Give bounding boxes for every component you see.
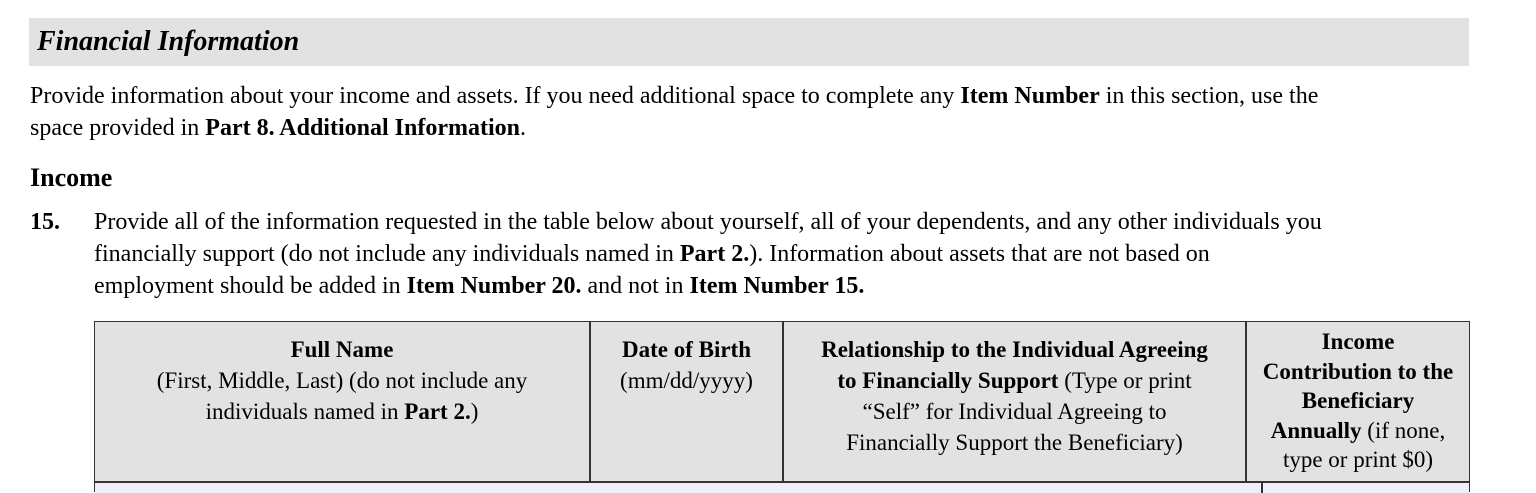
column-title-text: (if none, (1361, 417, 1446, 443)
column-title-line-4 (1247, 416, 1469, 446)
item-15-bold-part: Part 2. (679, 241, 750, 267)
column-title-bold: Annually (1270, 417, 1362, 443)
column-header-date-of-birth (591, 322, 782, 483)
item-15-text: employment should be added in (94, 273, 407, 299)
column-subtitle (95, 396, 589, 427)
item-15-line-1: Provide all of the information requested in the table below about yourself, all of your dependents, and any other individuals you (94, 209, 1322, 235)
column-subtitle: “Self” for Individual Agreeing to (862, 399, 1167, 424)
column-title: Beneficiary (1301, 388, 1415, 413)
income-heading: Income (30, 163, 113, 192)
column-subtitle: (mm/dd/yyyy) (620, 368, 753, 393)
intro-paragraph (30, 80, 1480, 144)
column-subtitle: (First, Middle, Last) (do not include any (156, 368, 528, 393)
intro-text: space provided in (30, 115, 206, 141)
column-title-line-2 (784, 365, 1245, 396)
column-subtitle: type or print $0) (1282, 447, 1434, 472)
column-header-income-contribution (1247, 322, 1469, 483)
item-15-text: ). Information about assets that are not based on (749, 241, 1210, 267)
item-15-bold-item-20: Item Number 20. (406, 273, 582, 299)
section-header (29, 18, 1469, 66)
intro-line-1 (30, 80, 1480, 112)
item-15-text: and not in (581, 273, 690, 299)
column-header-relationship (784, 322, 1245, 483)
column-title-bold: to Financially Support (837, 368, 1059, 393)
column-title: Date of Birth (621, 337, 752, 362)
intro-line-2 (30, 112, 1480, 144)
column-subtitle: Financially Support the Beneficiary) (846, 430, 1183, 455)
column-title: Full Name (290, 337, 394, 362)
column-subtitle-bold: Part 2. (404, 399, 471, 424)
income-table (94, 321, 1470, 492)
item-number-15: 15. (30, 209, 60, 235)
column-subtitle-text: ) (470, 399, 479, 424)
intro-text: Provide information about your income and assets. If you need additional space to complete any (30, 83, 961, 109)
column-title: Contribution to the (1262, 358, 1454, 384)
intro-text: in this section, use the (1099, 83, 1319, 109)
item-15-instructions (94, 206, 1479, 302)
intro-bold-item-number: Item Number (960, 83, 1100, 109)
column-title: Income (1321, 329, 1395, 354)
item-15-line-3 (94, 270, 1479, 302)
section-title: Financial Information (37, 26, 300, 57)
column-subtitle-text: individuals named in (205, 399, 405, 424)
item-15-line-2 (94, 238, 1479, 270)
item-15-text: financially support (do not include any individuals named in (94, 241, 680, 267)
column-title: Relationship to the Individual Agreeing (821, 337, 1208, 362)
column-header-full-name (95, 322, 589, 483)
intro-bold-part-reference: Part 8. Additional Information (205, 115, 520, 141)
column-title-text: (Type or print (1058, 368, 1192, 393)
intro-text: . (519, 115, 526, 141)
item-15-bold-item-15: Item Number 15. (689, 273, 865, 299)
